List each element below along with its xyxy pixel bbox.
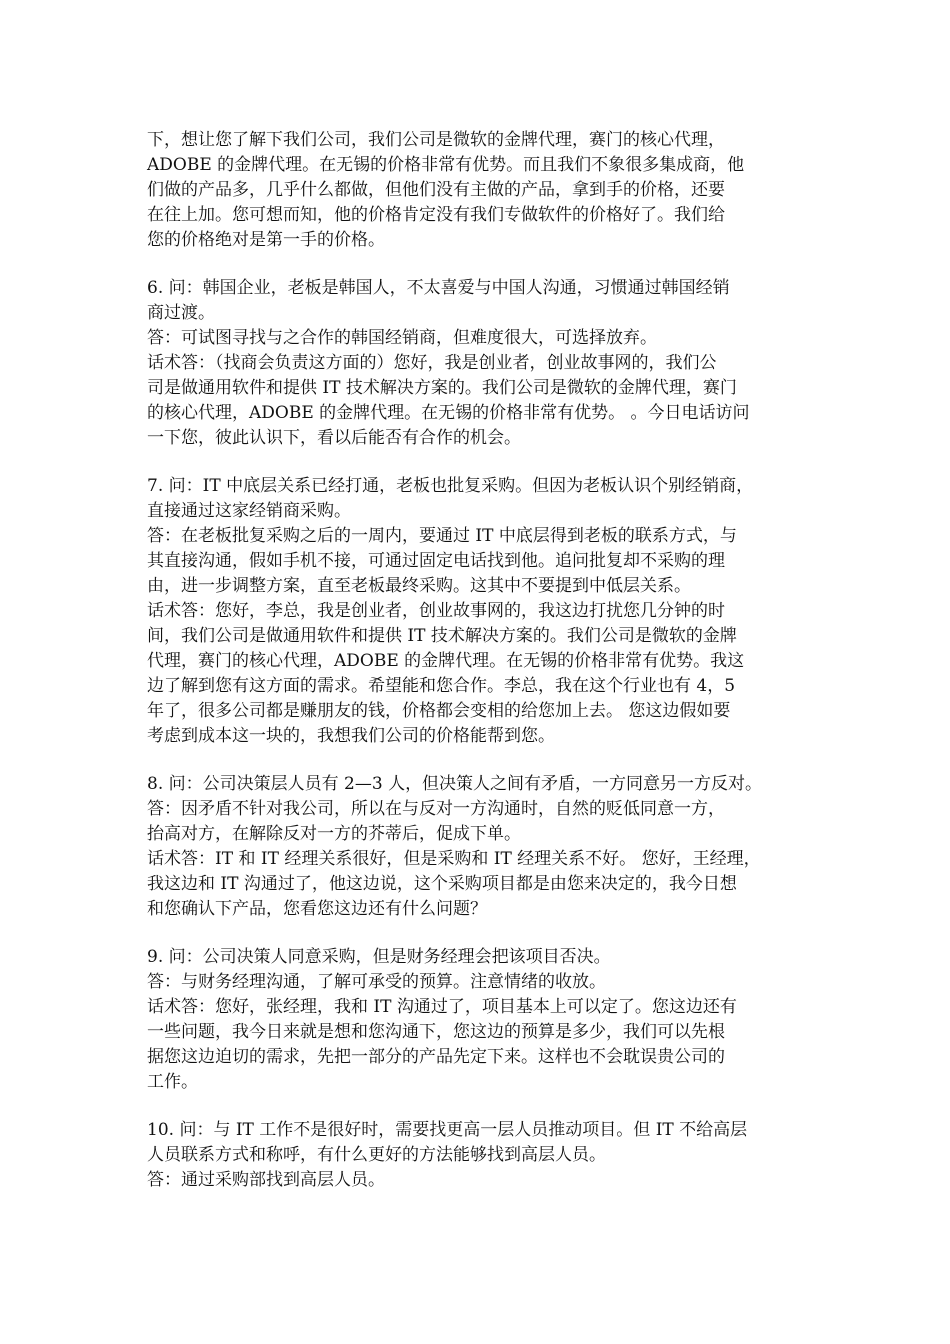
script-line: 司是做通用软件和提供 IT 技术解决方案的。我们公司是微软的金牌代理，赛门 (147, 378, 737, 398)
script-line: 据您这边迫切的需求，先把一部分的产品先定下来。这样也不会耽误贵公司的 (147, 1047, 725, 1067)
script-line: 话术答：您好，李总，我是创业者，创业故事网的，我这边打扰您几分钟的时 (147, 601, 725, 621)
question-line: 直接通过这家经销商采购。 (147, 501, 351, 521)
script-line: 话术答：IT 和 IT 经理关系很好，但是采购和 IT 经理关系不好。 您好，王经理， (147, 849, 761, 869)
script-line: 一些问题，我今日来就是想和您沟通下，您这边的预算是多少，我们可以先根 (147, 1022, 725, 1042)
script-line: 年了，很多公司都是赚朋友的钱，价格都会变相的给您加上去。 您这边假如要 (147, 701, 731, 721)
answer-line: 答：可试图寻找与之合作的韩国经销商，但难度很大，可选择放弃。 (147, 328, 657, 348)
answer-line: 其直接沟通，假如手机不接，可通过固定电话找到他。追问批复却不采购的理 (147, 551, 725, 571)
answer-line: 答：因矛盾不针对我公司，所以在与反对一方沟通时，自然的贬低同意一方， (147, 799, 725, 819)
script-line: 代理，赛门的核心代理，ADOBE 的金牌代理。在无锡的价格非常有优势。我这 (147, 651, 745, 671)
script-line: 边了解到您有这方面的需求。希望能和您合作。李总，我在这个行业也有 4，5 (147, 676, 736, 696)
text-line: 您的价格绝对是第一手的价格。 (147, 230, 385, 250)
script-line: 工作。 (147, 1072, 198, 1092)
qa-item-10 (147, 1118, 812, 1193)
answer-line: 由，进一步调整方案，直至老板最终采购。这其中不要提到中低层关系。 (147, 576, 691, 596)
script-line: 间，我们公司是做通用软件和提供 IT 技术解决方案的。我们公司是微软的金牌 (147, 626, 737, 646)
script-line: 话术答：（找商会负责这方面的）您好，我是创业者，创业故事网的，我们公 (147, 353, 717, 373)
question-line: 10. 问：与 IT 工作不是很好时，需要找更高一层人员推动项目。但 IT 不给高层 (147, 1120, 748, 1140)
script-line: 的核心代理，ADOBE 的金牌代理。在无锡的价格非常有优势。 。今日电话访问 (147, 403, 750, 423)
text-line: 下，想让您了解下我们公司，我们公司是微软的金牌代理，赛门的核心代理， (147, 130, 725, 150)
qa-item-8 (147, 772, 812, 922)
text-line: 在往上加。您可想而知，他的价格肯定没有我们专做软件的价格好了。我们给 (147, 205, 725, 225)
script-line: 我这边和 IT 沟通过了，他这边说，这个采购项目都是由您来决定的，我今日想 (147, 874, 737, 894)
answer-line: 抬高对方，在解除反对一方的芥蒂后，促成下单。 (147, 824, 521, 844)
answer-line: 答：通过采购部找到高层人员。 (147, 1170, 385, 1190)
script-line: 考虑到成本这一块的，我想我们公司的价格能帮到您。 (147, 726, 555, 746)
text-line: ADOBE 的金牌代理。在无锡的价格非常有优势。而且我们不象很多集成商，他 (147, 155, 745, 175)
question-line: 8. 问：公司决策层人员有 2—3 人，但决策人之间有矛盾，一方同意另一方反对。 (147, 774, 763, 794)
script-line: 一下您，彼此认识下，看以后能否有合作的机会。 (147, 428, 521, 448)
qa-item-6 (147, 276, 812, 451)
answer-line: 答：与财务经理沟通，了解可承受的预算。注意情绪的收放。 (147, 972, 606, 992)
answer-line: 答：在老板批复采购之后的一周内，要通过 IT 中底层得到老板的联系方式，与 (147, 526, 737, 546)
qa-item-7 (147, 474, 812, 749)
question-line: 9. 问：公司决策人同意采购，但是财务经理会把该项目否决。 (147, 947, 611, 967)
paragraph-company-intro (147, 128, 812, 253)
question-line: 6. 问：韩国企业，老板是韩国人，不太喜爱与中国人沟通，习惯通过韩国经销 (147, 278, 730, 298)
question-line: 商过渡。 (147, 303, 215, 323)
script-line: 话术答：您好，张经理，我和 IT 沟通过了，项目基本上可以定了。您这边还有 (147, 997, 737, 1017)
question-line: 7. 问：IT 中底层关系已经打通，老板也批复采购。但因为老板认识个别经销商， (147, 476, 754, 496)
script-line: 和您确认下产品，您看您这边还有什么问题？ (147, 899, 487, 919)
document-body (147, 128, 812, 1216)
text-line: 们做的产品多，几乎什么都做，但他们没有主做的产品，拿到手的价格，还要 (147, 180, 725, 200)
question-line: 人员联系方式和称呼，有什么更好的方法能够找到高层人员。 (147, 1145, 606, 1165)
qa-item-9 (147, 945, 812, 1095)
